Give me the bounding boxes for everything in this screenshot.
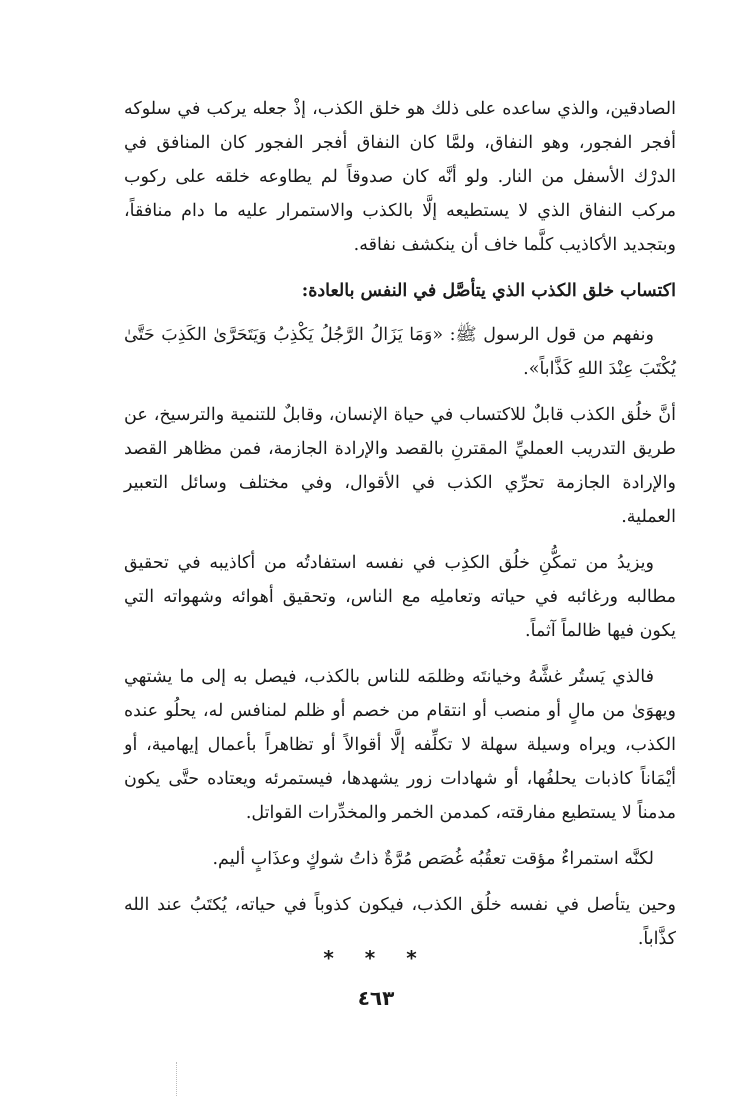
scan-edge-line bbox=[176, 1062, 177, 1096]
paragraph-1: الصادقين، والذي ساعده على ذلك هو خلق الكذب، إذْ جعله يركب في سلوكه أفجر الفجور، وهو النفاق، ولمَّا كان النفاق أفجر الفجور كان المنافق في الدرْك الأسفل من النار. ولو أنَّه كان صدوقاً لم يطاوعه خلقه على ركوب مركب النفاق الذي لا يستطيعه إلَّا بالكذب والاستمرار عليه ما دام منافقاً، وبتجديد الأكاذيب كلَّما خاف أن ينكشف نفاقه. bbox=[124, 99, 676, 255]
body-text bbox=[124, 92, 676, 968]
section-separator: * * * bbox=[323, 946, 429, 970]
page-number: ٤٦٣ bbox=[357, 986, 395, 1010]
paragraph-4: ويزيدُ من تمكُّنِ خلُق الكذِب في نفسه استفادتُه من أكاذيبه في تحقيق مطالبه ورغائبه في حياته وتعاملِه مع الناس، وتحقيق أهوائه وشهواته التي يكون فيها ظالماً آثماً. bbox=[124, 553, 676, 641]
paragraph-6: لكنَّه استمراءٌ مؤقت تعقُبُه غُصَص مُرَّةٌ ذاتُ شوكٍ وعذَابٍ أليم. bbox=[212, 849, 654, 869]
paragraph-7: وحين يتأصل في نفسه خلُق الكذب، فيكون كذوباً في حياته، يُكتَبُ عند الله كذَّاباً. bbox=[124, 895, 676, 949]
section-heading: اكتساب خلق الكذب الذي يتأصَّل في النفس بالعادة: bbox=[301, 281, 676, 301]
paragraph-3: أنَّ خلُق الكذب قابلٌ للاكتساب في حياة الإنسان، وقابلٌ للتنمية والترسيخ، عن طريق التدريب العمليِّ المقترنِ بالقصد والإرادة الجازمة، فمن مظاهر القصد والإرادة الجازمة تحرِّي الكذب في الأقوال، وفي مختلف وسائل التعبير العملية. bbox=[124, 405, 676, 527]
paragraph-5: فالذي يَستُر غشَّهُ وخيانتَه وظلمَه للناس بالكذب، فيصل به إلى ما يشتهي ويهوَىٰ من مالٍ أو منصب أو انتقام من خصم أو ظلم لمنافس له، يحلُو عنده الكذب، ويراه وسيلة سهلة لا تكلِّفه إلَّا أقوالاً أو تظاهراً بأعمال إيهامية، أو أيْمَاناً كاذبات يحلفُها، أو شهادات زور يشهدها، فيستمرئه ويعتاده حتَّى يكون مدمناً لا يستطيع مفارقته، كمدمن الخمر والمخدِّرات القواتل. bbox=[124, 667, 676, 823]
paragraph-hadith: ونفهم من قول الرسول ﷺ: «وَمَا يَزَالُ الرَّجُلُ يَكْذِبُ وَيَتَحَرَّىٰ الكَذِبَ حَتَّىٰ يُكْتَبَ عِنْدَ اللهِ كَذَّاباً». bbox=[124, 325, 676, 379]
